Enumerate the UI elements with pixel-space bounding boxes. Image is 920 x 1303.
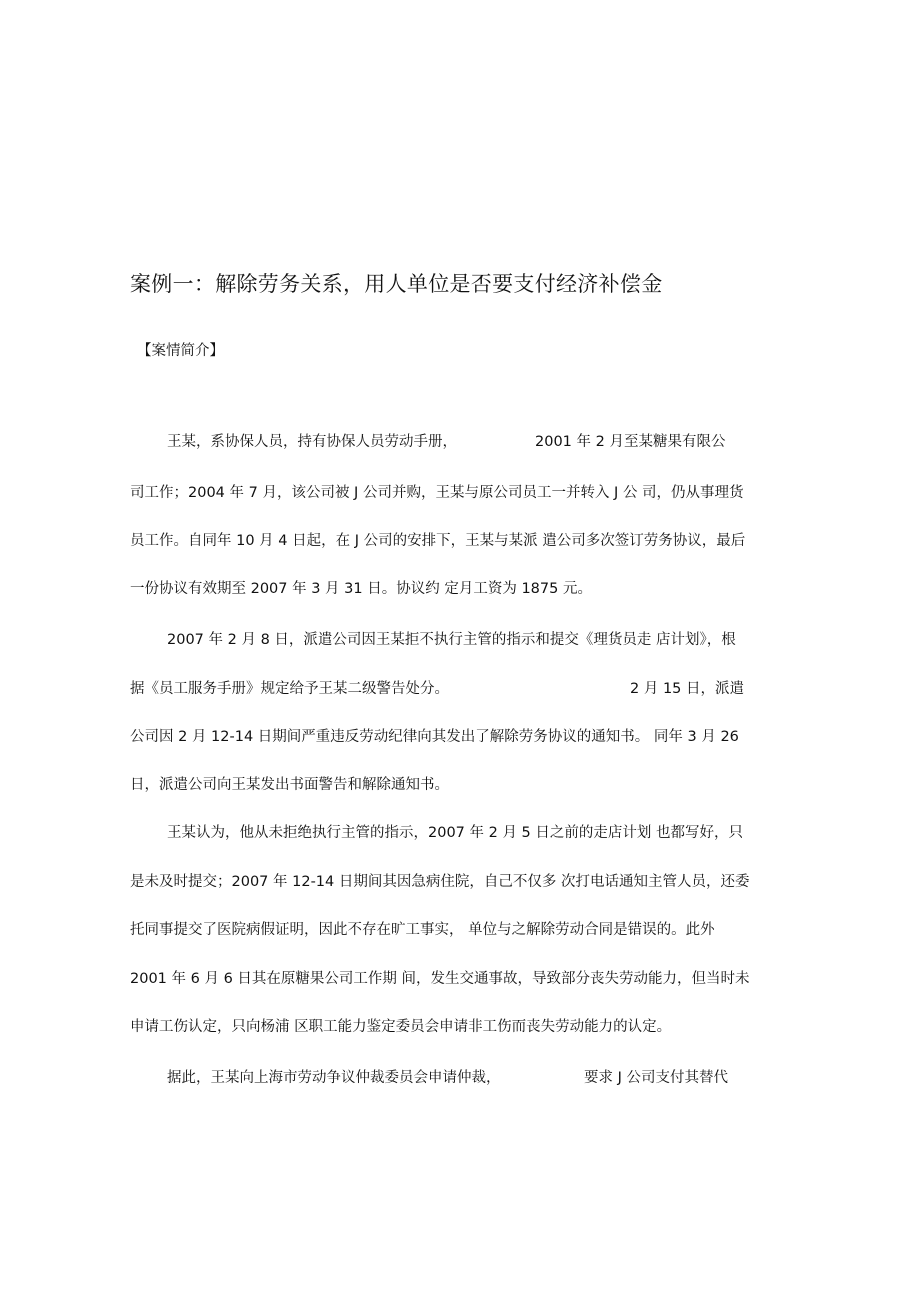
text-line: 王某，系协保人员，持有协保人员劳动手册，	[167, 434, 457, 450]
text-line: 要求 J 公司支付其替代	[584, 1070, 728, 1086]
text-line: 王某认为，他从未拒绝执行主管的指示，2007 年 2 月 5 日之前的走店计划 也都写好，只	[167, 825, 744, 841]
text-line: 2007 年 2 月 8 日，派遣公司因王某拒不执行主管的指示和提交《理货员走 店计划》，根	[167, 632, 736, 648]
text-line: 2001 年 6 月 6 日其在原糖果公司工作期 间，发生交通事故，导致部分丧失劳动能力，但当时未	[130, 971, 750, 987]
text-line: 2 月 15 日，派遣	[630, 681, 745, 697]
text-line: 员工作。自同年 10 月 4 日起，在 J 公司的安排下，王某与某派 遣公司多次签订劳务协议，最后	[130, 533, 746, 549]
text-line: 司工作；2004 年 7 月，该公司被 J 公司并购，王某与原公司员工一并转入 J 公 司，仍从事理货	[130, 485, 744, 501]
text-line: 一份协议有效期至 2007 年 3 月 31 日。协议约 定月工资为 1875 元。	[130, 581, 592, 597]
text-line: 托同事提交了医院病假证明，因此不存在旷工事实， 单位与之解除劳动合同是错误的。此外	[130, 922, 715, 938]
text-line: 是未及时提交；2007 年 12-14 日期间其因急病住院，自己不仅多 次打电话通知主管人员，还委	[130, 874, 750, 890]
text-line: 据《员工服务手册》规定给予王某二级警告处分。	[130, 681, 449, 697]
text-line: 申请工伤认定，只向杨浦 区职工能力鉴定委员会申请非工伤而丧失劳动能力的认定。	[130, 1019, 672, 1035]
text-line: 公司因 2 月 12-14 日期间严重违反劳动纪律向其发出了解除劳务协议的通知书。 同年 3 月 26	[130, 729, 739, 745]
section-heading: 【案情简介】	[137, 343, 224, 359]
text-line: 据此，王某向上海市劳动争议仲裁委员会申请仲裁，	[167, 1070, 501, 1086]
document-title: 案例一：解除劳务关系，用人单位是否要支付经济补偿金	[130, 272, 663, 296]
text-line: 2001 年 2 月至某糖果有限公	[535, 434, 726, 450]
text-line: 日，派遣公司向王某发出书面警告和解除通知书。	[130, 777, 449, 793]
